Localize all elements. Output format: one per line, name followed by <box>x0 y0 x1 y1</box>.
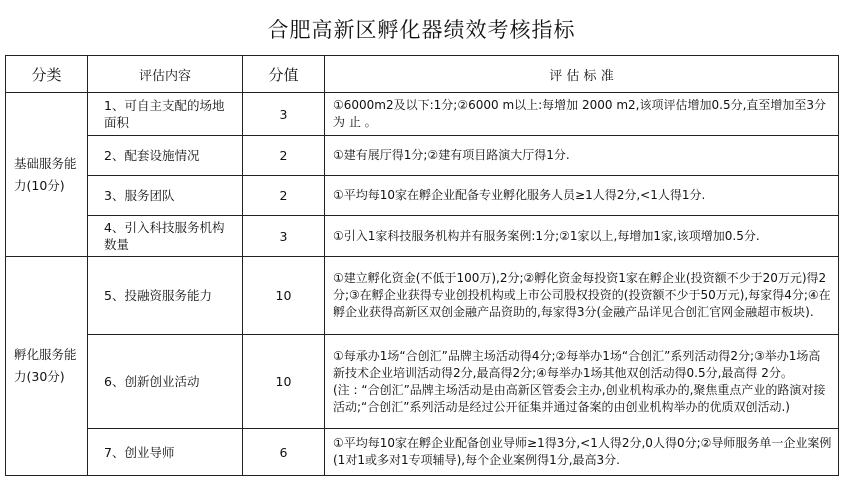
standard-text: ①建有展厅得1分;②建有项目路演大厅得1分. <box>333 148 570 162</box>
table-row <box>6 257 839 335</box>
item-name: 4、引入科技服务机构数量 <box>88 216 243 257</box>
category-basic-service: 基础服务能力(10分) <box>6 93 88 257</box>
standard-note: (注 : “合创汇”品牌主场活动是由高新区管委会主办,创业机构承办的,聚焦重点产业的路演对接活动;“合创汇”系列活动是经过公开征集并通过备案的由创业机构举办的优质双创活动.) <box>333 382 826 414</box>
table-row <box>6 216 839 257</box>
item-standard <box>325 176 839 216</box>
item-score: 3 <box>243 216 325 257</box>
item-name: 6、创新创业活动 <box>88 335 243 429</box>
item-score: 2 <box>243 136 325 176</box>
standard-text: ①平均每10家在孵企业配备创业导师≥1得3分,<1人得2分,0人得0分;②导师服务单一企业案例(1对1或多对1专项辅导),每个企业案例得1分,最高3分. <box>333 436 832 467</box>
item-standard <box>325 93 839 136</box>
table-row <box>6 335 839 429</box>
table-row <box>6 429 839 476</box>
item-score: 3 <box>243 93 325 136</box>
item-standard <box>325 216 839 257</box>
table-row <box>6 176 839 216</box>
item-score: 10 <box>243 335 325 429</box>
header-standard: 评 估 标 准 <box>325 56 839 93</box>
table-row <box>6 93 839 136</box>
item-standard <box>325 335 839 429</box>
standard-text: ①每承办1场“合创汇”品牌主场活动得4分;②每举办1场“合创汇”系列活动得2分;③举办1场高新技术企业培训活动得2分,最高得2分;④每举办1场其他双创活动得0.5分,最高得 2分。 <box>333 348 821 380</box>
item-score: 10 <box>243 257 325 335</box>
standard-text: ①建立孵化资金(不低于100万),2分;②孵化资金每投资1家在孵企业(投资额不少于20万元)得2分;③在孵企业获得专业创投机构或上市公司股权投资的(投资额不少于50万元),每家得4分;④在孵企业获得高新区双创金融产品资助的,每家得3分(金融产品详见合创汇官网金融超市板块). <box>333 271 831 319</box>
item-name: 2、配套设施情况 <box>88 136 243 176</box>
standard-text: ①引入1家科技服务机构并有服务案例:1分;②1家以上,每增加1家,该项增加0.5分. <box>333 228 760 243</box>
item-name: 5、投融资服务能力 <box>88 257 243 335</box>
item-score: 2 <box>243 176 325 216</box>
standard-text: ①平均每10家在孵企业配备专业孵化服务人员≥1人得2分,<1人得1分. <box>333 188 706 202</box>
table-row <box>6 136 839 176</box>
item-name: 7、创业导师 <box>88 429 243 476</box>
page-title: 合肥高新区孵化器绩效考核指标 <box>267 18 576 42</box>
table-header-row <box>6 56 839 93</box>
header-score: 分值 <box>243 56 325 93</box>
item-standard <box>325 257 839 335</box>
standard-text: ①6000m2及以下:1分;②6000 m以上:每增加 2000 m2,该项评估增加0.5分,直至增加至3分为 止 。 <box>333 98 827 129</box>
header-category: 分类 <box>6 56 88 93</box>
item-name: 1、可自主支配的场地面积 <box>88 93 243 136</box>
item-standard <box>325 136 839 176</box>
item-name: 3、服务团队 <box>88 176 243 216</box>
header-content: 评估内容 <box>88 56 243 93</box>
assessment-table <box>5 55 839 476</box>
item-standard <box>325 429 839 476</box>
item-score: 6 <box>243 429 325 476</box>
category-incubation-service: 孵化服务能力(30分) <box>6 257 88 476</box>
